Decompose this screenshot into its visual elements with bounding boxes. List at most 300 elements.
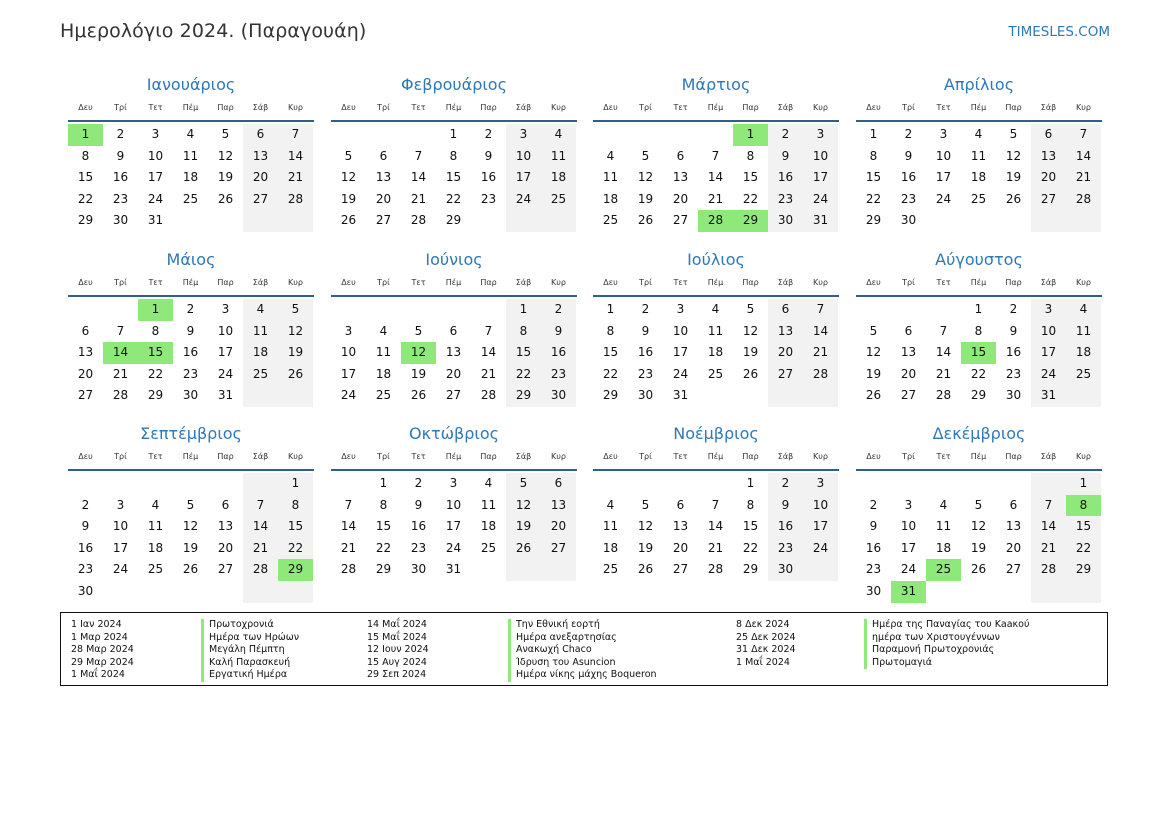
day-cell: 27 xyxy=(1005,562,1022,577)
weekday-header xyxy=(856,275,1102,297)
week-row xyxy=(68,167,314,189)
month-title: Μάρτιος xyxy=(681,75,751,94)
week-row xyxy=(593,321,839,343)
week-row xyxy=(856,210,1102,232)
weekday-label: Πέμ xyxy=(182,278,199,287)
week-row xyxy=(331,210,577,232)
day-cell: 5 xyxy=(974,497,983,512)
day-cell: 9 xyxy=(484,148,493,163)
day-cell: 26 xyxy=(278,364,313,386)
day-cell: 23 xyxy=(768,189,803,211)
empty-cell xyxy=(663,473,698,495)
day-cell: 15 xyxy=(375,519,392,534)
weekday-label: Τετ xyxy=(148,103,163,112)
day-cell: 22 xyxy=(506,364,541,386)
weekday-header xyxy=(68,449,314,471)
day-cell: 27 xyxy=(672,213,689,228)
weekday-label: Τρί xyxy=(639,278,652,287)
day-cell: 23 xyxy=(541,364,576,386)
day-cell: 19 xyxy=(637,540,654,555)
day-cell: 18 xyxy=(970,170,987,185)
weekday-label: Κυρ xyxy=(813,452,828,461)
weekday-label: Τετ xyxy=(148,278,163,287)
empty-cell xyxy=(926,210,961,232)
day-cell: 21 xyxy=(803,342,838,364)
day-cell: 29 xyxy=(147,388,164,403)
empty-cell xyxy=(628,473,663,495)
month-10 xyxy=(331,423,577,581)
day-cell: 11 xyxy=(602,170,619,185)
day-cell: 4 xyxy=(484,476,493,490)
day-cell: 3 xyxy=(803,473,838,495)
weekday-label: Σάβ xyxy=(777,278,794,287)
week-row xyxy=(331,385,577,407)
week-row xyxy=(856,167,1102,189)
day-cell: 4 xyxy=(1066,299,1101,321)
day-cell: 12 xyxy=(865,345,882,360)
empty-cell xyxy=(996,473,1031,495)
day-cell: 26 xyxy=(865,388,882,403)
day-cell: 1 xyxy=(68,124,103,146)
day-cell: 6 xyxy=(449,323,458,338)
empty-cell xyxy=(996,210,1031,232)
day-cell: 29 xyxy=(970,388,987,403)
legend-date: 28 Μαρ 2024 xyxy=(71,644,134,656)
day-cell: 12 xyxy=(217,148,234,163)
day-cell: 30 xyxy=(865,583,882,598)
empty-cell xyxy=(698,473,733,495)
day-cell: 26 xyxy=(340,213,357,228)
day-cell: 27 xyxy=(1031,189,1066,211)
day-cell: 30 xyxy=(182,388,199,403)
day-cell: 30 xyxy=(410,562,427,577)
weekday-label: Σάβ xyxy=(777,103,794,112)
day-cell: 7 xyxy=(278,124,313,146)
day-cell: 25 xyxy=(602,213,619,228)
month-title: Σεπτέμβριος xyxy=(140,424,242,443)
day-cell: 6 xyxy=(379,148,388,163)
day-cell: 5 xyxy=(869,323,878,338)
legend-date: 1 Μαΐ 2024 xyxy=(736,656,790,668)
day-cell: 2 xyxy=(116,127,125,141)
week-row xyxy=(856,473,1102,495)
day-cell: 9 xyxy=(1009,323,1018,338)
site-link[interactable]: TIMESLES.COM xyxy=(1008,24,1110,40)
legend-date: 1 Ιαν 2024 xyxy=(71,619,122,630)
day-cell: 29 xyxy=(742,562,759,577)
day-cell: 4 xyxy=(379,323,388,338)
empty-cell xyxy=(803,559,838,581)
day-cell: 21 xyxy=(243,538,278,560)
day-cell: 19 xyxy=(1005,170,1022,185)
empty-cell xyxy=(961,473,996,495)
empty-cell xyxy=(698,124,733,146)
day-cell: 30 xyxy=(637,388,654,403)
weekday-label: Παρ xyxy=(480,103,497,112)
week-row xyxy=(856,559,1102,581)
day-cell: 14 xyxy=(1031,516,1066,538)
day-cell: 24 xyxy=(445,540,462,555)
day-cell: 14 xyxy=(480,345,497,360)
week-row xyxy=(68,124,314,146)
weekday-label: Παρ xyxy=(217,452,234,461)
day-cell: 12 xyxy=(970,519,987,534)
day-cell: 16 xyxy=(541,342,576,364)
weekday-label: Παρ xyxy=(1005,278,1022,287)
day-cell: 15 xyxy=(865,170,882,185)
day-cell: 23 xyxy=(1005,366,1022,381)
day-cell: 2 xyxy=(641,302,650,316)
day-cell: 10 xyxy=(803,495,838,517)
day-cell: 5 xyxy=(278,299,313,321)
legend-date: 14 Μαΐ 2024 xyxy=(367,619,427,630)
day-cell: 1 xyxy=(506,299,541,321)
day-cell: 16 xyxy=(112,170,129,185)
empty-cell xyxy=(103,581,138,603)
day-cell: 13 xyxy=(541,495,576,517)
legend-date: 15 Αυγ 2024 xyxy=(367,656,427,668)
day-cell: 10 xyxy=(935,148,952,163)
day-cell: 28 xyxy=(1066,189,1101,211)
day-cell: 22 xyxy=(445,191,462,206)
weekday-label: Παρ xyxy=(217,278,234,287)
day-cell: 9 xyxy=(869,519,878,534)
day-cell: 27 xyxy=(768,364,803,386)
day-cell: 16 xyxy=(865,540,882,555)
day-cell: 13 xyxy=(768,321,803,343)
empty-cell xyxy=(366,124,401,146)
day-cell: 21 xyxy=(410,191,427,206)
empty-cell xyxy=(768,385,803,407)
day-cell: 19 xyxy=(742,345,759,360)
day-cell: 14 xyxy=(803,321,838,343)
month-title: Νοέμβριος xyxy=(673,424,759,443)
day-cell: 26 xyxy=(970,562,987,577)
empty-cell xyxy=(891,299,926,321)
day-cell: 13 xyxy=(672,170,689,185)
empty-cell xyxy=(891,473,926,495)
day-cell: 20 xyxy=(217,540,234,555)
day-cell: 2 xyxy=(414,476,423,490)
day-cell: 10 xyxy=(147,148,164,163)
week-row xyxy=(331,473,577,495)
day-cell: 14 xyxy=(935,345,952,360)
day-cell: 25 xyxy=(375,388,392,403)
weekday-label: Τρί xyxy=(114,103,127,112)
day-cell: 15 xyxy=(138,342,173,364)
day-cell: 14 xyxy=(410,170,427,185)
day-cell: 10 xyxy=(672,323,689,338)
week-row xyxy=(593,385,839,407)
day-cell: 14 xyxy=(707,519,724,534)
day-cell: 3 xyxy=(151,127,160,141)
day-cell: 19 xyxy=(182,540,199,555)
weekday-label: Τρί xyxy=(639,103,652,112)
day-cell: 28 xyxy=(278,189,313,211)
day-cell: 12 xyxy=(506,495,541,517)
month-2 xyxy=(331,74,577,232)
day-cell: 8 xyxy=(449,148,458,163)
day-cell: 9 xyxy=(414,497,423,512)
day-cell: 17 xyxy=(803,167,838,189)
legend-holiday-name: Ανακωχή Chaco xyxy=(508,644,657,657)
month-7 xyxy=(593,249,839,407)
day-cell: 15 xyxy=(77,170,94,185)
day-cell: 2 xyxy=(768,473,803,495)
day-cell: 11 xyxy=(602,519,619,534)
empty-cell xyxy=(1031,210,1066,232)
day-cell: 19 xyxy=(340,191,357,206)
day-cell: 10 xyxy=(506,146,541,168)
weekday-label: Κυρ xyxy=(1076,103,1091,112)
day-cell: 12 xyxy=(401,342,436,364)
weekday-header xyxy=(856,100,1102,122)
day-cell: 22 xyxy=(970,366,987,381)
weekday-label: Πέμ xyxy=(970,452,987,461)
day-cell: 4 xyxy=(939,497,948,512)
day-cell: 8 xyxy=(506,321,541,343)
weekday-label: Τετ xyxy=(673,452,688,461)
day-cell: 25 xyxy=(602,562,619,577)
day-cell: 9 xyxy=(541,321,576,343)
legend-names-col-3 xyxy=(864,619,1029,669)
weekday-label: Τετ xyxy=(673,103,688,112)
weekday-label: Σάβ xyxy=(1040,278,1057,287)
week-row xyxy=(331,167,577,189)
day-cell: 28 xyxy=(1031,559,1066,581)
day-cell: 29 xyxy=(506,385,541,407)
day-cell: 20 xyxy=(768,342,803,364)
day-cell: 24 xyxy=(217,366,234,381)
week-row xyxy=(856,538,1102,560)
day-cell: 22 xyxy=(278,538,313,560)
weekday-header xyxy=(68,100,314,122)
weekday-label: Πέμ xyxy=(445,278,462,287)
day-cell: 23 xyxy=(480,191,497,206)
day-cell: 9 xyxy=(641,323,650,338)
week-row xyxy=(856,516,1102,538)
month-title: Ιούνιος xyxy=(425,250,483,269)
weekday-label: Παρ xyxy=(742,452,759,461)
day-cell: 20 xyxy=(77,366,94,381)
day-cell: 18 xyxy=(1066,342,1101,364)
day-cell: 25 xyxy=(541,189,576,211)
day-cell: 8 xyxy=(1066,495,1101,517)
day-cell: 22 xyxy=(1066,538,1101,560)
week-row xyxy=(331,299,577,321)
day-cell: 14 xyxy=(103,342,138,364)
day-cell: 19 xyxy=(506,516,541,538)
day-cell: 7 xyxy=(711,148,720,163)
day-cell: 9 xyxy=(904,148,913,163)
day-cell: 17 xyxy=(112,540,129,555)
day-cell: 5 xyxy=(641,148,650,163)
day-cell: 2 xyxy=(186,302,195,316)
day-cell: 24 xyxy=(803,189,838,211)
month-12 xyxy=(856,423,1102,603)
week-row xyxy=(856,146,1102,168)
day-cell: 17 xyxy=(340,366,357,381)
day-cell: 25 xyxy=(147,562,164,577)
week-row xyxy=(68,364,314,386)
day-cell: 11 xyxy=(1066,321,1101,343)
day-cell: 22 xyxy=(865,191,882,206)
day-cell: 31 xyxy=(891,581,926,603)
day-cell: 4 xyxy=(974,127,983,141)
day-cell: 23 xyxy=(865,562,882,577)
month-9 xyxy=(68,423,314,603)
empty-cell xyxy=(926,581,961,603)
day-cell: 14 xyxy=(243,516,278,538)
day-cell: 29 xyxy=(602,388,619,403)
week-row xyxy=(856,364,1102,386)
week-row xyxy=(593,124,839,146)
day-cell: 3 xyxy=(221,302,230,316)
empty-cell xyxy=(733,385,768,407)
legend-date: 8 Δεκ 2024 xyxy=(736,619,790,630)
day-cell: 16 xyxy=(1005,345,1022,360)
legend-holiday-name: ημέρα των Χριστουγέννων xyxy=(864,632,1029,645)
day-cell: 17 xyxy=(900,540,917,555)
empty-cell xyxy=(208,473,243,495)
month-5 xyxy=(68,249,314,407)
week-row xyxy=(68,342,314,364)
weekday-label: Τρί xyxy=(114,452,127,461)
weekday-label: Πέμ xyxy=(970,103,987,112)
weekday-label: Σάβ xyxy=(252,452,269,461)
empty-cell xyxy=(1066,581,1101,603)
empty-cell xyxy=(243,473,278,495)
day-cell: 8 xyxy=(746,497,755,512)
empty-cell xyxy=(471,299,506,321)
day-cell: 18 xyxy=(541,167,576,189)
empty-cell xyxy=(138,473,173,495)
empty-cell xyxy=(961,210,996,232)
week-row xyxy=(68,146,314,168)
empty-cell xyxy=(278,581,313,603)
empty-cell xyxy=(698,385,733,407)
day-cell: 10 xyxy=(340,345,357,360)
day-cell: 15 xyxy=(506,342,541,364)
day-cell: 25 xyxy=(182,191,199,206)
day-cell: 16 xyxy=(768,167,803,189)
empty-cell xyxy=(243,385,278,407)
day-cell: 24 xyxy=(1031,364,1066,386)
week-row xyxy=(593,189,839,211)
day-cell: 26 xyxy=(182,562,199,577)
legend-dates-col-2 xyxy=(367,619,429,682)
day-cell: 14 xyxy=(278,146,313,168)
day-cell: 8 xyxy=(869,148,878,163)
legend-holiday-name: Ημέρα ανεξαρτησίας xyxy=(508,632,657,645)
weekday-label: Πέμ xyxy=(707,452,724,461)
day-cell: 30 xyxy=(77,583,94,598)
weekday-label: Τρί xyxy=(377,103,390,112)
day-cell: 29 xyxy=(733,210,768,232)
day-cell: 3 xyxy=(344,323,353,338)
day-cell: 19 xyxy=(865,366,882,381)
day-cell: 4 xyxy=(541,124,576,146)
empty-cell xyxy=(401,299,436,321)
weekday-label: Πέμ xyxy=(445,103,462,112)
empty-cell xyxy=(628,124,663,146)
day-cell: 2 xyxy=(484,127,493,141)
day-cell: 20 xyxy=(1031,167,1066,189)
week-row xyxy=(856,581,1102,603)
day-cell: 20 xyxy=(243,167,278,189)
day-cell: 11 xyxy=(147,519,164,534)
legend-holiday-name: Μεγάλη Πέμπτη xyxy=(201,644,299,657)
day-cell: 8 xyxy=(151,323,160,338)
day-cell: 19 xyxy=(410,366,427,381)
weekday-label: Τρί xyxy=(902,452,915,461)
day-cell: 5 xyxy=(221,127,230,141)
weekday-label: Τρί xyxy=(377,278,390,287)
empty-cell xyxy=(1031,581,1066,603)
month-1 xyxy=(68,74,314,232)
weekday-label: Δευ xyxy=(866,452,881,461)
day-cell: 11 xyxy=(375,345,392,360)
weekday-header xyxy=(593,100,839,122)
day-cell: 13 xyxy=(900,345,917,360)
day-cell: 13 xyxy=(445,345,462,360)
day-cell: 31 xyxy=(1031,385,1066,407)
weekday-label: Σάβ xyxy=(515,452,532,461)
day-cell: 29 xyxy=(77,213,94,228)
day-cell: 7 xyxy=(1066,124,1101,146)
week-row xyxy=(856,189,1102,211)
day-cell: 23 xyxy=(900,191,917,206)
day-cell: 8 xyxy=(278,495,313,517)
day-cell: 17 xyxy=(147,170,164,185)
empty-cell xyxy=(208,210,243,232)
weekday-label: Παρ xyxy=(217,103,234,112)
holiday-legend xyxy=(60,612,1108,686)
legend-holiday-name: Πρωτοχρονιά xyxy=(201,619,299,632)
week-row xyxy=(593,299,839,321)
legend-holiday-name: Καλή Παρασκευή xyxy=(201,657,299,670)
empty-cell xyxy=(663,124,698,146)
day-cell: 14 xyxy=(340,519,357,534)
day-cell: 16 xyxy=(637,345,654,360)
day-cell: 17 xyxy=(672,345,689,360)
day-cell: 22 xyxy=(375,540,392,555)
day-cell: 2 xyxy=(904,127,913,141)
legend-date: 25 Δεκ 2024 xyxy=(736,631,796,643)
day-cell: 24 xyxy=(112,562,129,577)
week-row xyxy=(593,538,839,560)
weekday-label: Τετ xyxy=(411,452,426,461)
day-cell: 1 xyxy=(1066,473,1101,495)
day-cell: 3 xyxy=(939,127,948,141)
day-cell: 1 xyxy=(379,476,388,490)
day-cell: 31 xyxy=(147,213,164,228)
day-cell: 27 xyxy=(243,189,278,211)
day-cell: 26 xyxy=(410,388,427,403)
day-cell: 1 xyxy=(606,302,615,316)
week-row xyxy=(331,538,577,560)
weekday-label: Δευ xyxy=(603,452,618,461)
legend-holiday-name: Ίδρυση του Asuncion xyxy=(508,657,657,670)
weekday-label: Σάβ xyxy=(515,278,532,287)
weekday-label: Σάβ xyxy=(777,452,794,461)
day-cell: 10 xyxy=(803,146,838,168)
day-cell: 23 xyxy=(768,538,803,560)
day-cell: 30 xyxy=(541,385,576,407)
empty-cell xyxy=(331,299,366,321)
weekday-label: Δευ xyxy=(78,278,93,287)
empty-cell xyxy=(961,581,996,603)
